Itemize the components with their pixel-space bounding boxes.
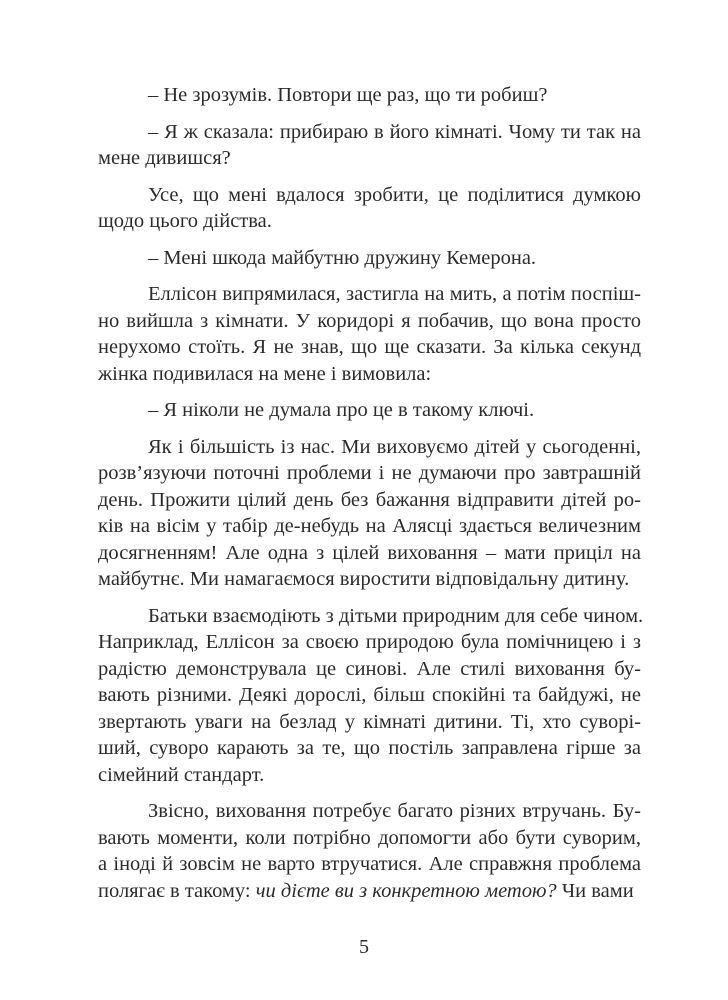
text-line: мене дивишся? xyxy=(98,147,231,169)
paragraph xyxy=(98,182,641,235)
text-line: – Я ж сказала: прибираю в його кімнаті. Чому ти так на xyxy=(148,120,641,143)
text-line: Як і більшість із нас. Ми виховуємо дітей у сьогоденні, xyxy=(148,435,641,458)
paragraph xyxy=(98,397,641,424)
text-line: розв’язуючи поточні проблеми і не думаючи про завтрашній xyxy=(98,462,641,484)
italic-question: чи дієте ви з конкретною метою? xyxy=(255,879,557,902)
text-line xyxy=(98,878,641,905)
text-segment: полягає в такому: xyxy=(98,879,256,902)
text-line: Усе, що мені вдалося зробити, це поділитися думкою xyxy=(148,183,641,206)
text-line: – Я ніколи не думала про це в такому ключі. xyxy=(148,399,535,421)
paragraph xyxy=(98,281,641,387)
text-line: день. Прожити цілий день без бажання відправити дітей ро- xyxy=(98,488,641,511)
text-line: – Мені шкода майбутню дружину Кемерона. xyxy=(148,246,537,269)
paragraph xyxy=(98,119,641,172)
text-line: досягненням! Але одна з цілей виховання – мати приціл на xyxy=(98,541,641,564)
text-line: вають різними. Деякі дорослі, більш спокійні та байдужі, не xyxy=(98,684,641,706)
text-line: радістю демонструвала це синові. Але стилі виховання бу- xyxy=(98,657,641,680)
text-line: нерухомо стоїть. Я не знав, що ще сказати. За кілька секунд xyxy=(98,336,641,358)
page-body xyxy=(98,82,644,914)
text-line: Наприклад, Еллісон за своєю природою була помічницею і з xyxy=(98,631,641,653)
page-number: 5 xyxy=(359,936,369,958)
paragraph xyxy=(98,245,641,272)
paragraph xyxy=(98,82,641,109)
paragraph xyxy=(98,603,644,789)
text-line: звертають уваги на безлад у кімнаті дитини. Ті, хто суворі- xyxy=(98,710,641,733)
paragraph xyxy=(98,798,641,904)
text-line: Еллісон випрямилася, застигла на мить, а потім поспіш- xyxy=(148,283,641,305)
text-line: – Не зрозумів. Повтори ще раз, що ти робиш? xyxy=(148,84,548,106)
text-segment: Чи вами xyxy=(556,879,634,902)
text-line: но вийшла з кімнати. У коридорі я побачив, що вона просто xyxy=(98,309,641,332)
text-line: ків на вісім у табір де-небудь на Алясці здається величезним xyxy=(98,515,641,537)
text-line: ший, суворо карають за те, що постіль заправлена гірше за xyxy=(98,737,641,759)
text-line: жінка подивилася на мене і вимовила: xyxy=(98,362,432,385)
text-line: сімейний стандарт. xyxy=(98,763,265,786)
text-line: вають моменти, коли потрібно допомогти або бути суворим, xyxy=(98,826,641,849)
text-line: а іноді й зовсім не варто втручатися. Але справжня проблема xyxy=(98,853,641,875)
text-line: майбутнє. Ми намагаємося виростити відповідальну дитину. xyxy=(98,568,630,590)
text-line: Батьки взаємодіють з дітьми природним для себе чином. xyxy=(148,604,644,627)
text-line: щодо цього дійства. xyxy=(98,210,272,232)
text-line: Звісно, виховання потребує багато різних втручань. Бу- xyxy=(148,800,641,822)
paragraph xyxy=(98,434,641,593)
